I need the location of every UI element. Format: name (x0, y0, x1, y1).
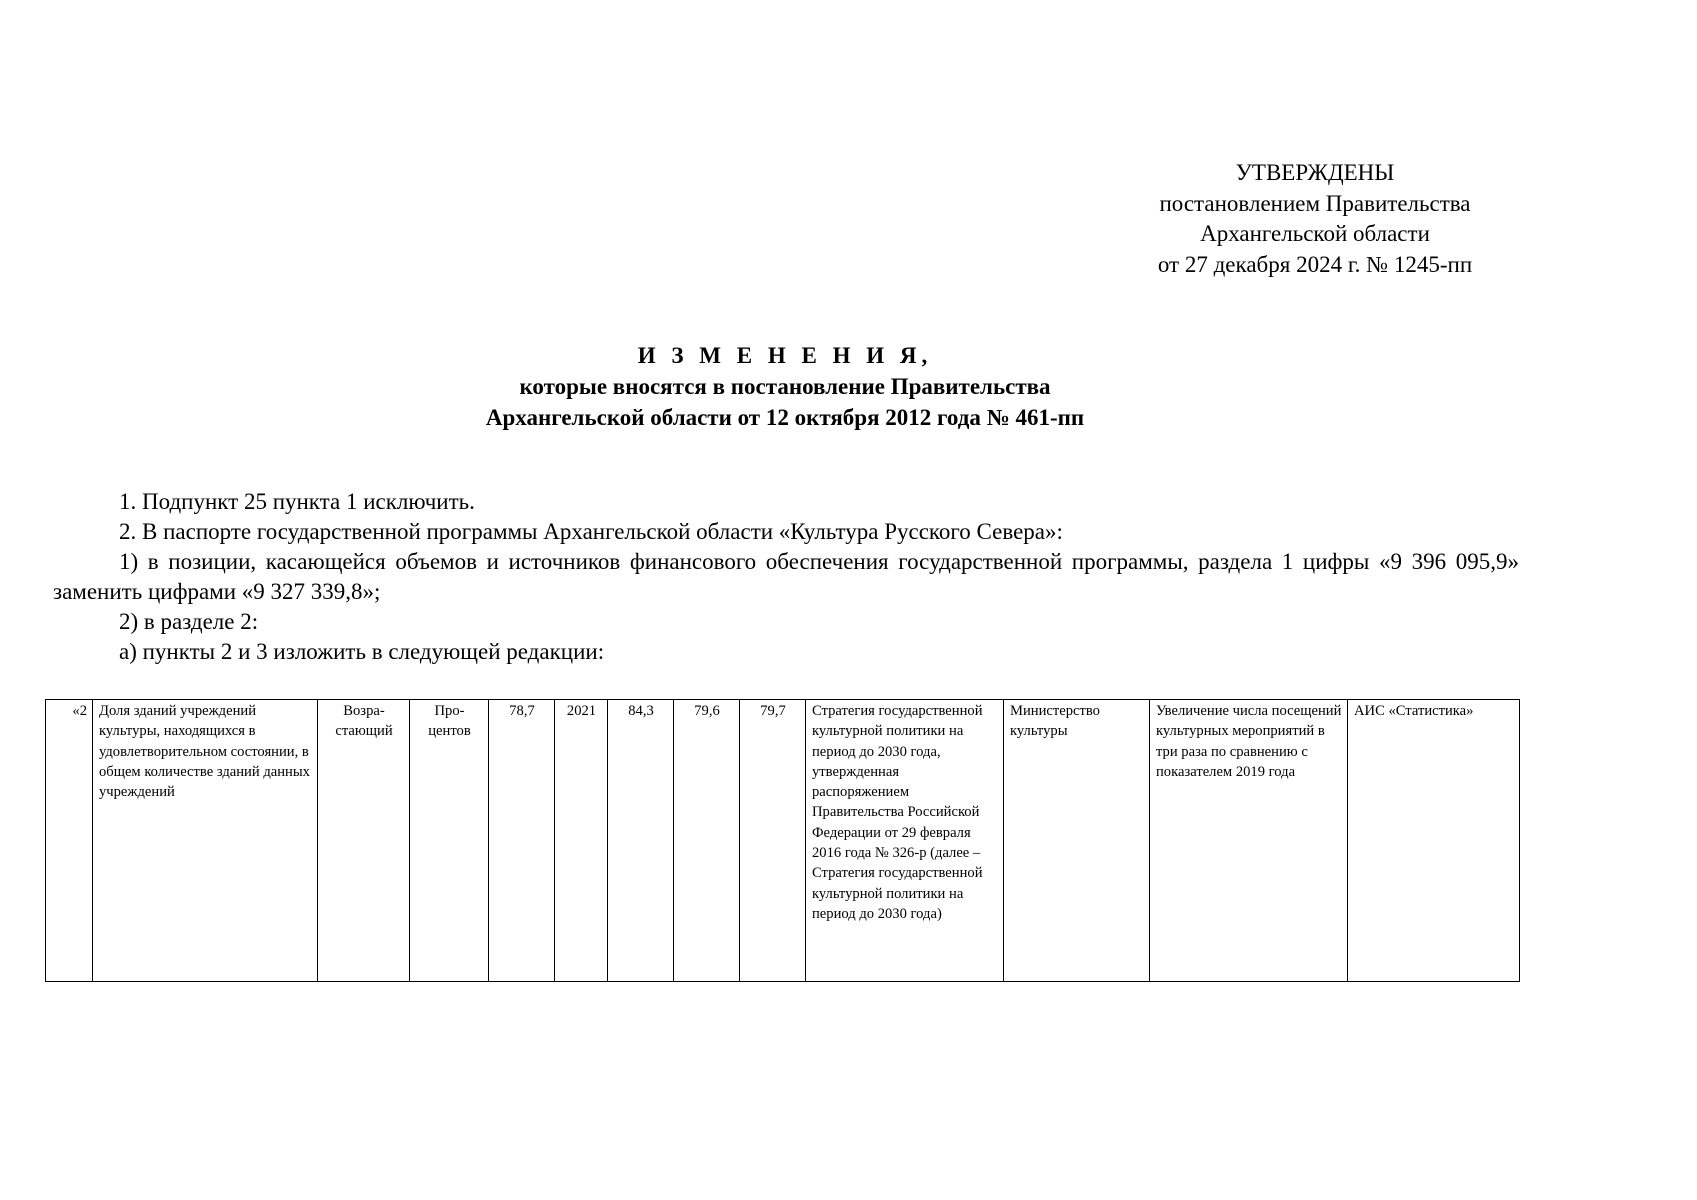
cell-info-system: АИС «Статистика» (1348, 700, 1520, 982)
approval-block (1110, 158, 1520, 280)
title-line: Архангельской области от 12 октября 2012 года № 461-пп (485, 405, 1085, 430)
paragraph: 2) в разделе 2: (119, 609, 259, 634)
approval-line: постановлением Правительства (1159, 190, 1471, 216)
cell-number: «2 (46, 700, 93, 982)
title-heading: И З М Е Н Е Н И Я, (637, 343, 933, 368)
cell-value-1: 84,3 (608, 700, 674, 982)
document-title (290, 340, 1280, 433)
approval-line: Архангельской области (1200, 221, 1430, 246)
cell-base-year: 2021 (555, 700, 608, 982)
paragraph: 1. Подпункт 25 пункта 1 исключить. (119, 489, 475, 514)
cell-indicator: Доля зданий учреждений культуры, находящихся в удовлетворительном состоянии, в общем количестве зданий данных учреждений (93, 700, 318, 982)
cell-link: Увеличение числа посещений культурных мероприятий в три раза по сравнению с показателем 2019 года (1150, 700, 1348, 982)
cell-responsible: Министерство культуры (1004, 700, 1150, 982)
approval-date: от 27 декабря 2024 г. № 1245-пп (1157, 251, 1473, 277)
cell-unit: Про-центов (410, 700, 489, 982)
paragraph: 1) в позиции, касающейся объемов и источников финансового обеспечения государственной программы, раздела 1 цифры «9 396 095,9» заменить цифрами «9 327 339,8»; (53, 549, 1519, 604)
cell-value-3: 79,7 (740, 700, 806, 982)
cell-document: Стратегия государственной культурной политики на период до 2030 года, утвержденная распоряжением Правительства Российской Федерации от 29 февраля 2016 года № 326-р (далее – Стратегия государственной культурной политики на период до 2030 года) (806, 700, 1004, 982)
table-row (46, 700, 1520, 982)
approval-heading: УТВЕРЖДЕНЫ (1235, 160, 1395, 185)
title-line: которые вносятся в постановление Правительства (519, 374, 1051, 399)
cell-type: Возра-стающий (318, 700, 410, 982)
paragraph: а) пункты 2 и 3 изложить в следующей редакции: (119, 639, 605, 664)
paragraph: 2. В паспорте государственной программы Архангельской области «Культура Русского Севера»: (119, 519, 1063, 544)
document-body (53, 487, 1519, 667)
indicators-table (45, 699, 1520, 982)
cell-value-2: 79,6 (674, 700, 740, 982)
cell-base-value: 78,7 (489, 700, 555, 982)
